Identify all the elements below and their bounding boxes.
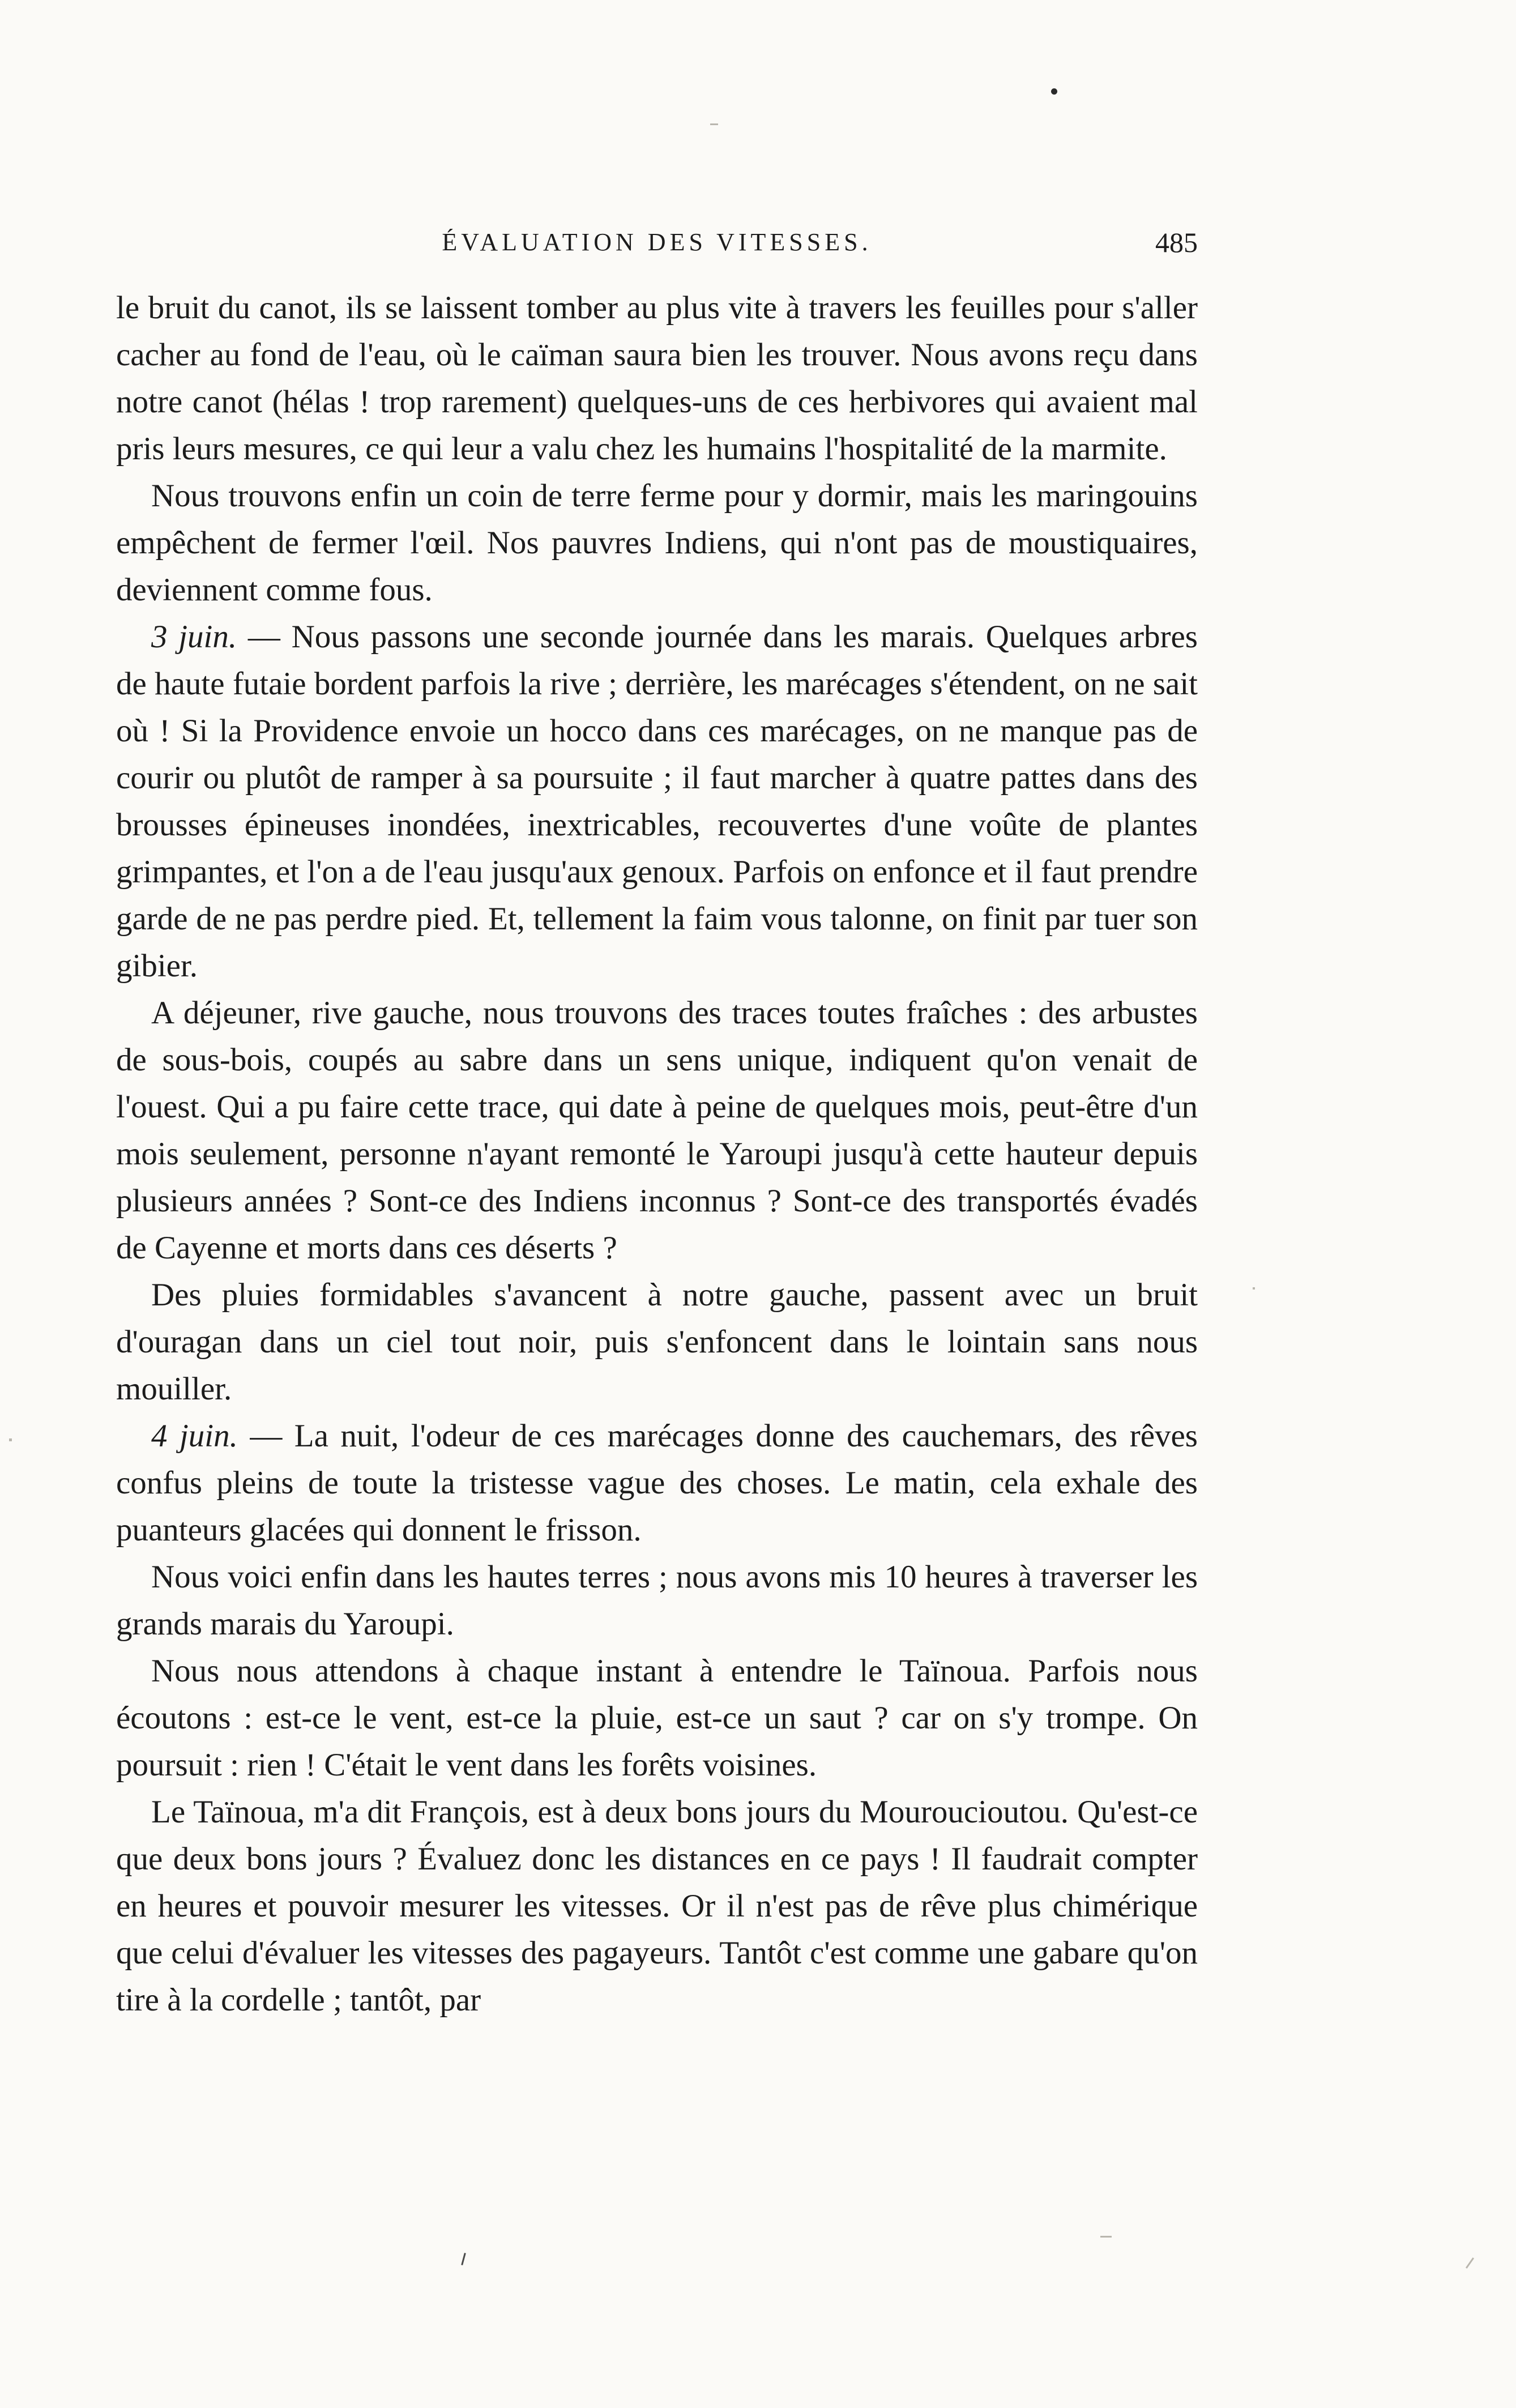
paragraph-1 xyxy=(116,284,1198,472)
page-number: 485 xyxy=(1155,227,1198,258)
paragraph-2-text: Nous trouvons enfin un coin de terre ferme pour y dormir, mais les maringouins empêchent de fermer l'œil. Nos pauvres Indiens, qui n'ont pas de moustiquaires, deviennent comme fous. xyxy=(116,478,1198,608)
paragraph-3-text: — Nous passons une seconde journée dans les marais. Quelques arbres de haute futaie bordent parfois la rive ; derrière, les marécages s'étendent, on ne sait où ! Si la Providence envoie un hocco dans ces marécages, on ne manque pas de courir ou plutôt de ramper à sa poursuite ; il faut marcher à quatre pattes dans des brousses épineuses inondées, inextricables, recouvertes d'une voûte de plantes grimpantes, et l'on a de l'eau jusqu'aux genoux. Parfois on enfonce et il faut prendre garde de ne pas perdre pied. Et, tellement la faim vous talonne, on finit par tuer son gibier. xyxy=(116,619,1198,984)
paper-mark xyxy=(1253,1287,1255,1290)
paragraph-9-text: Le Taïnoua, m'a dit François, est à deux bons jours du Mouroucioutou. Qu'est-ce que deux bons jours ? Évaluez donc les distances en ce pays ! Il faudrait compter en heures et pouvoir mesurer les vitesses. Or il n'est pas de rêve plus chimérique que celui d'évaluer les vitesses des pagayeurs. Tantôt c'est comme une gabare qu'on tire à la cordelle ; tantôt, par xyxy=(116,1794,1198,2018)
paragraph-7-text: Nous voici enfin dans les hautes terres ; nous avons mis 10 heures à traverser les grands marais du Yaroupi. xyxy=(116,1559,1198,1642)
paragraph-6-text: — La nuit, l'odeur de ces marécages donne des cauchemars, des rêves confus pleins de toute la tristesse vague des choses. Le matin, cela exhale des puanteurs glacées qui donnent le frisson. xyxy=(116,1418,1198,1548)
paragraph-6 xyxy=(116,1412,1198,1553)
date-3-juin: 3 juin. xyxy=(151,619,237,655)
paragraph-5-text: Des pluies formidables s'avancent à notre gauche, passent avec un bruit d'ouragan dans un ciel tout noir, puis s'enfoncent dans le lointain sans nous mouiller. xyxy=(116,1277,1198,1407)
paper-mark xyxy=(1100,2236,1112,2238)
paragraph-8-text: Nous nous attendons à chaque instant à entendre le Taïnoua. Parfois nous écoutons : est-ce le vent, est-ce la pluie, est-ce un saut ? car on s'y trompe. On poursuit : rien ! C'était le vent dans les forêts voisines. xyxy=(116,1653,1198,1783)
date-4-juin: 4 juin. xyxy=(151,1418,238,1454)
paragraph-2 xyxy=(116,472,1198,613)
paragraph-3 xyxy=(116,613,1198,989)
paper-mark xyxy=(461,2253,466,2265)
ink-speck xyxy=(1051,88,1057,95)
paragraph-4 xyxy=(116,989,1198,1271)
paper-mark xyxy=(710,123,718,125)
paragraph-8 xyxy=(116,1647,1198,1788)
paper-mark xyxy=(1466,2257,1474,2269)
paper-mark xyxy=(9,1438,12,1441)
body-text xyxy=(116,284,1198,2023)
page-header xyxy=(116,224,1198,269)
running-title: ÉVALUATION DES VITESSES. xyxy=(442,228,872,256)
paragraph-7 xyxy=(116,1553,1198,1647)
paragraph-1-text: le bruit du canot, ils se laissent tomber au plus vite à travers les feuilles pour s'aller cacher au fond de l'eau, où le caïman saura bien les trouver. Nous avons reçu dans notre canot (hélas ! trop rarement) quelques-uns de ces herbivores qui avaient mal pris leurs mesures, ce qui leur a valu chez les humains l'hospitalité de la marmite. xyxy=(116,290,1198,467)
paragraph-9 xyxy=(116,1788,1198,2023)
paragraph-5 xyxy=(116,1271,1198,1412)
paragraph-4-text: A déjeuner, rive gauche, nous trouvons des traces toutes fraîches : des arbustes de sous-bois, coupés au sabre dans un sens unique, indiquent qu'on venait de l'ouest. Qui a pu faire cette trace, qui date à peine de quelques mois, peut-être d'un mois seulement, personne n'ayant remonté le Yaroupi jusqu'à cette hauteur depuis plusieurs années ? Sont-ce des Indiens inconnus ? Sont-ce des transportés évadés de Cayenne et morts dans ces déserts ? xyxy=(116,995,1198,1266)
